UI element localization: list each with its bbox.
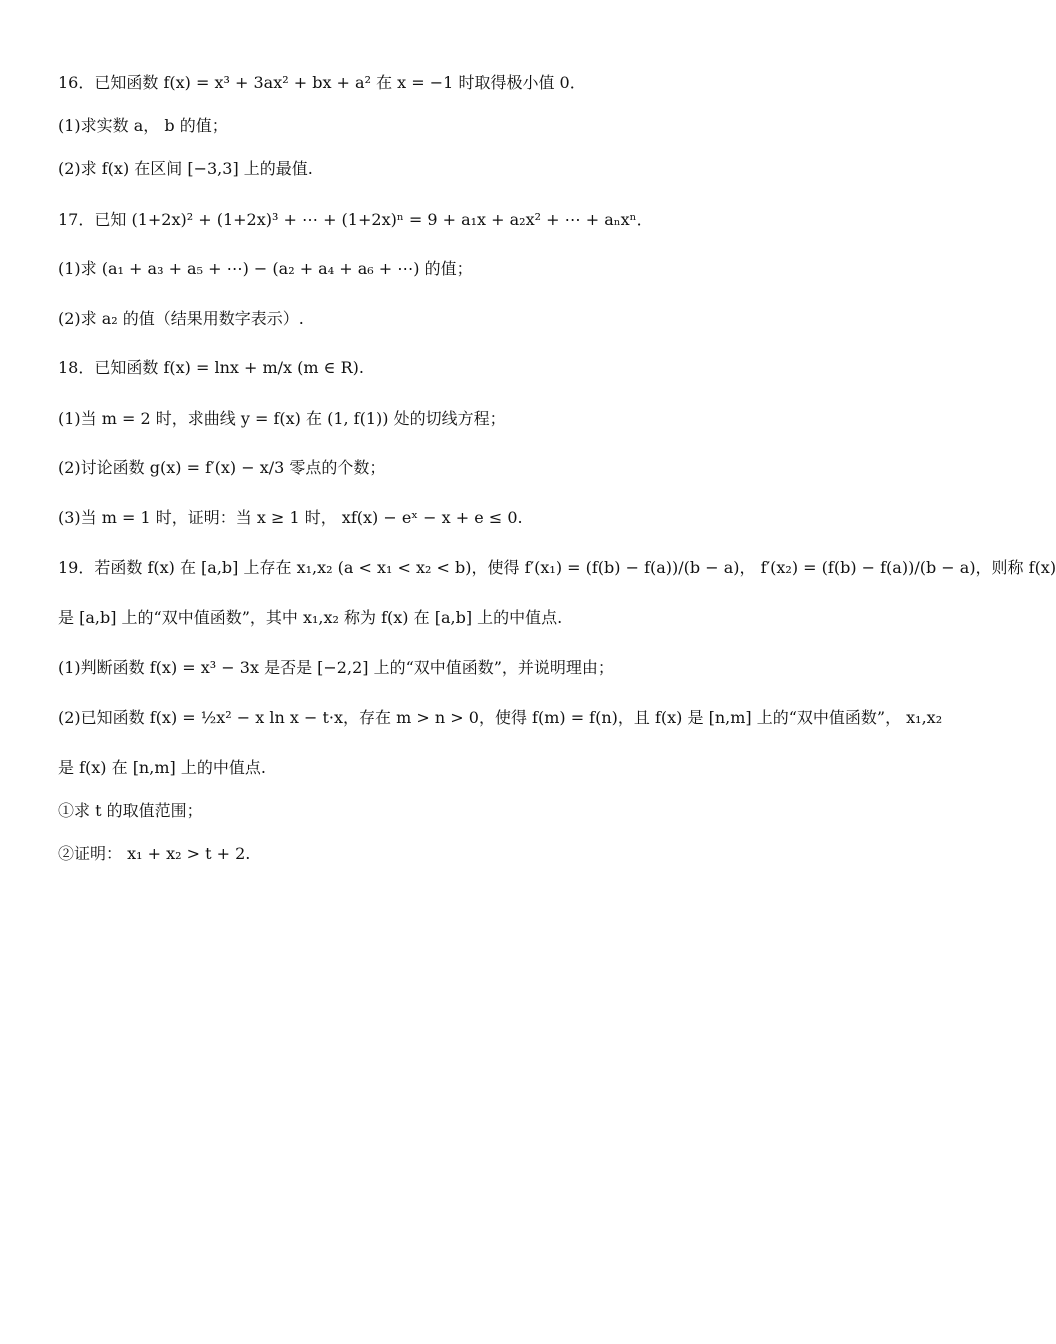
problem-16-part-1: (1)求实数 a， b 的值； — [58, 116, 228, 135]
problem-17-part-2: (2)求 a₂ 的值（结果用数字表示）. — [58, 309, 304, 328]
problem-17-part-1: (1)求 (a₁ + a₃ + a₅ + ⋯) − (a₂ + a₄ + a₆ + ⋯) 的值； — [58, 259, 473, 278]
problem-18-part-3: (3)当 m = 1 时，证明：当 x ≥ 1 时， xf(x) − eˣ − x + e ≤ 0. — [58, 508, 523, 527]
problem-18-part-2: (2)讨论函数 g(x) = f′(x) − x/3 零点的个数； — [58, 458, 386, 477]
problem-19-part-2a: (2)已知函数 f(x) = ½x² − x ln x − t·x，存在 m > n > 0，使得 f(m) = f(n)，且 f(x) 是 [n,m] 上的“双中值函数”， x₁,x₂ — [58, 708, 943, 727]
problem-19-part-2-ii: ②证明： x₁ + x₂ > t + 2. — [58, 844, 251, 863]
problem-18-stem: 18．已知函数 f(x) = lnx + m/x (m ∈ R). — [58, 358, 364, 377]
problem-18-part-1: (1)当 m = 2 时，求曲线 y = f(x) 在 (1, f(1)) 处的切线方程； — [58, 409, 506, 428]
problem-16-stem: 16．已知函数 f(x) = x³ + 3ax² + bx + a² 在 x = −1 时取得极小值 0． — [58, 73, 586, 92]
problem-19-stem-2: 是 [a,b] 上的“双中值函数”，其中 x₁,x₂ 称为 f(x) 在 [a,b] 上的中值点. — [58, 608, 563, 627]
problem-17-stem: 17．已知 (1+2x)² + (1+2x)³ + ⋯ + (1+2x)ⁿ = 9 + a₁x + a₂x² + ⋯ + aₙxⁿ． — [58, 210, 653, 229]
problem-16-part-2: (2)求 f(x) 在区间 [−3,3] 上的最值. — [58, 159, 313, 178]
problem-19-stem-1: 19．若函数 f(x) 在 [a,b] 上存在 x₁,x₂ (a < x₁ < x₂ < b)，使得 f′(x₁) = (f(b) − f(a))/(b − a)， f′(x₂) = (f(b) − f(a))/(b − a)，则称 f(x) — [58, 558, 1056, 577]
problem-19-part-1: (1)判断函数 f(x) = x³ − 3x 是否是 [−2,2] 上的“双中值函数”，并说明理由； — [58, 658, 614, 677]
problem-19-part-2-i: ①求 t 的取值范围； — [58, 801, 203, 820]
problem-19-part-2b: 是 f(x) 在 [n,m] 上的中值点. — [58, 758, 266, 777]
